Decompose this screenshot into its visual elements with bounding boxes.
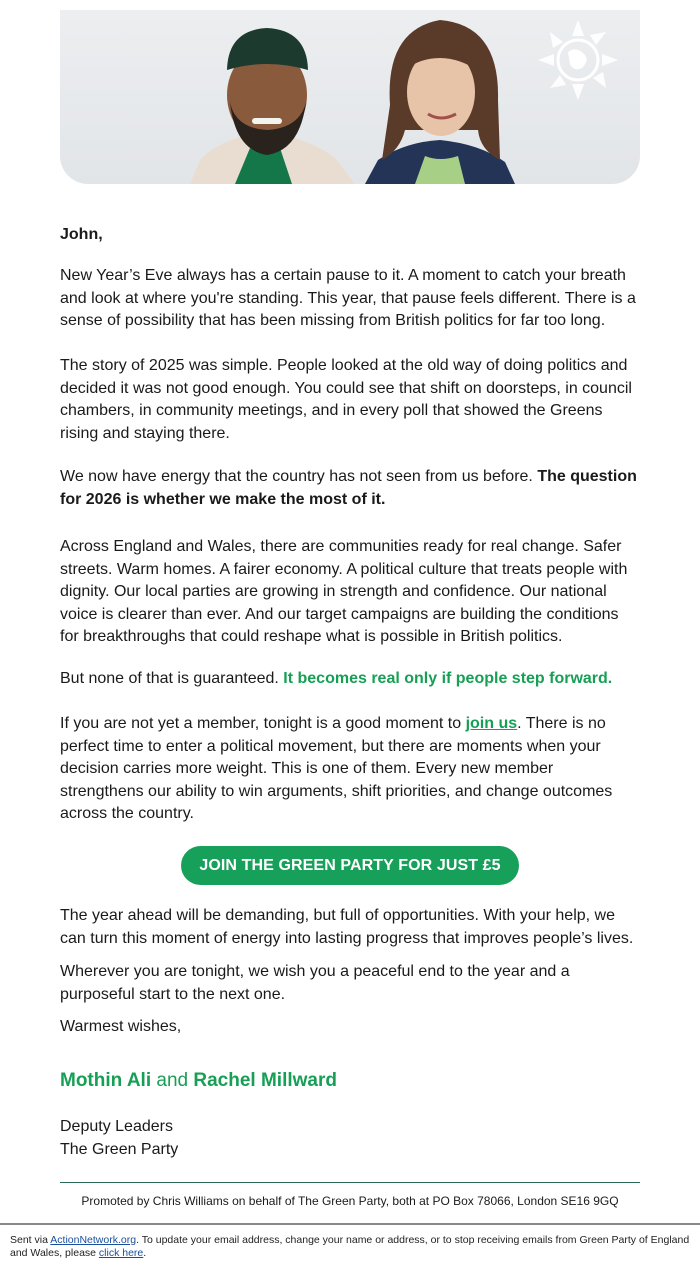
paragraph-membership-end: . There is no perfect time to enter a political movement, but there are moments when your decision carries more weight. This is one of them. Every new member strengthens our ability to win arguments, shift priorities, and change outcomes across the country.	[60, 715, 613, 822]
signer-name-1: Mothin Ali	[60, 1070, 152, 1091]
paragraph-membership-start: If you are not yet a member, tonight is a good moment to	[60, 715, 466, 732]
person-right	[365, 20, 515, 184]
green-party-logo-icon	[538, 20, 618, 100]
paragraph-guarantee-highlight: It becomes real only if people step forward.	[283, 670, 613, 687]
join-us-link[interactable]: join us	[465, 715, 518, 732]
paragraph-guarantee	[60, 668, 640, 691]
paragraph-wishes: Wherever you are tonight, we wish you a peaceful end to the year and a purposeful start to the next one.	[60, 963, 570, 1003]
footer-sent-via: Sent via	[10, 1234, 51, 1246]
hero-photo-illustration	[60, 10, 640, 184]
unsubscribe-link[interactable]: click here	[98, 1247, 144, 1259]
signature-and: and	[156, 1070, 189, 1091]
divider	[60, 1182, 640, 1183]
sign-off: Warmest wishes,	[60, 1018, 182, 1035]
actionnetwork-link[interactable]: ActionNetwork.org	[50, 1234, 137, 1246]
role-title: Deputy Leaders	[60, 1118, 173, 1135]
join-green-party-button[interactable]: JOIN THE GREEN PARTY FOR JUST £5	[181, 846, 519, 885]
footer-end: .	[143, 1247, 147, 1259]
paragraph-energy-text: We now have energy that the country has not seen from us before.	[60, 468, 538, 485]
paragraph-intro: New Year’s Eve always has a certain pause to it. A moment to catch your breath and look at where you're standing. This year, that pause feels different. There is a sense of possibility that has been missing from British politics for far too long.	[60, 267, 636, 329]
paragraph-story-2025: The story of 2025 was simple. People looked at the old way of doing politics and decided it was not good enough. You could see that shift on doorsteps, in council chambers, in community meetings, and in every poll that showed the Greens rising and staying there.	[60, 357, 632, 442]
email-footer	[10, 1234, 690, 1260]
paragraph-guarantee-text: But none of that is guaranteed.	[60, 670, 284, 687]
signer-name-2: Rachel Millward	[193, 1070, 337, 1091]
footer-divider	[0, 1223, 700, 1225]
paragraph-energy-bold: The question for 2026 is whether we make the most of it.	[60, 468, 637, 508]
paragraph-year-ahead: The year ahead will be demanding, but full of opportunities. With your help, we can turn this moment of energy into lasting progress that improves people’s lives.	[60, 907, 634, 947]
greeting: John,	[60, 226, 103, 243]
paragraph-membership	[60, 713, 640, 826]
person-left	[190, 28, 355, 184]
signature-names	[60, 1070, 337, 1092]
paragraph-energy	[60, 466, 640, 511]
footer-middle-text: . To update your email address, change your name or address, or to stop receiving emails from Green Party of England and Wales, please	[10, 1234, 690, 1259]
promoted-by-notice: Promoted by Chris Williams on behalf of The Green Party, both at PO Box 78066, London SE16 9GQ	[81, 1194, 619, 1208]
hero-banner-image	[60, 10, 640, 184]
paragraph-communities: Across England and Wales, there are communities ready for real change. Safer streets. Warm homes. A fairer economy. A political culture that treats people with dignity. Our local parties are growing in strength and confidence. Our national voice is clearer than ever. And our target campaigns are building the conditions for breakthroughs that could reshape what is possible in British politics.	[60, 538, 628, 645]
signature-role	[60, 1116, 178, 1161]
role-organisation: The Green Party	[60, 1140, 179, 1158]
